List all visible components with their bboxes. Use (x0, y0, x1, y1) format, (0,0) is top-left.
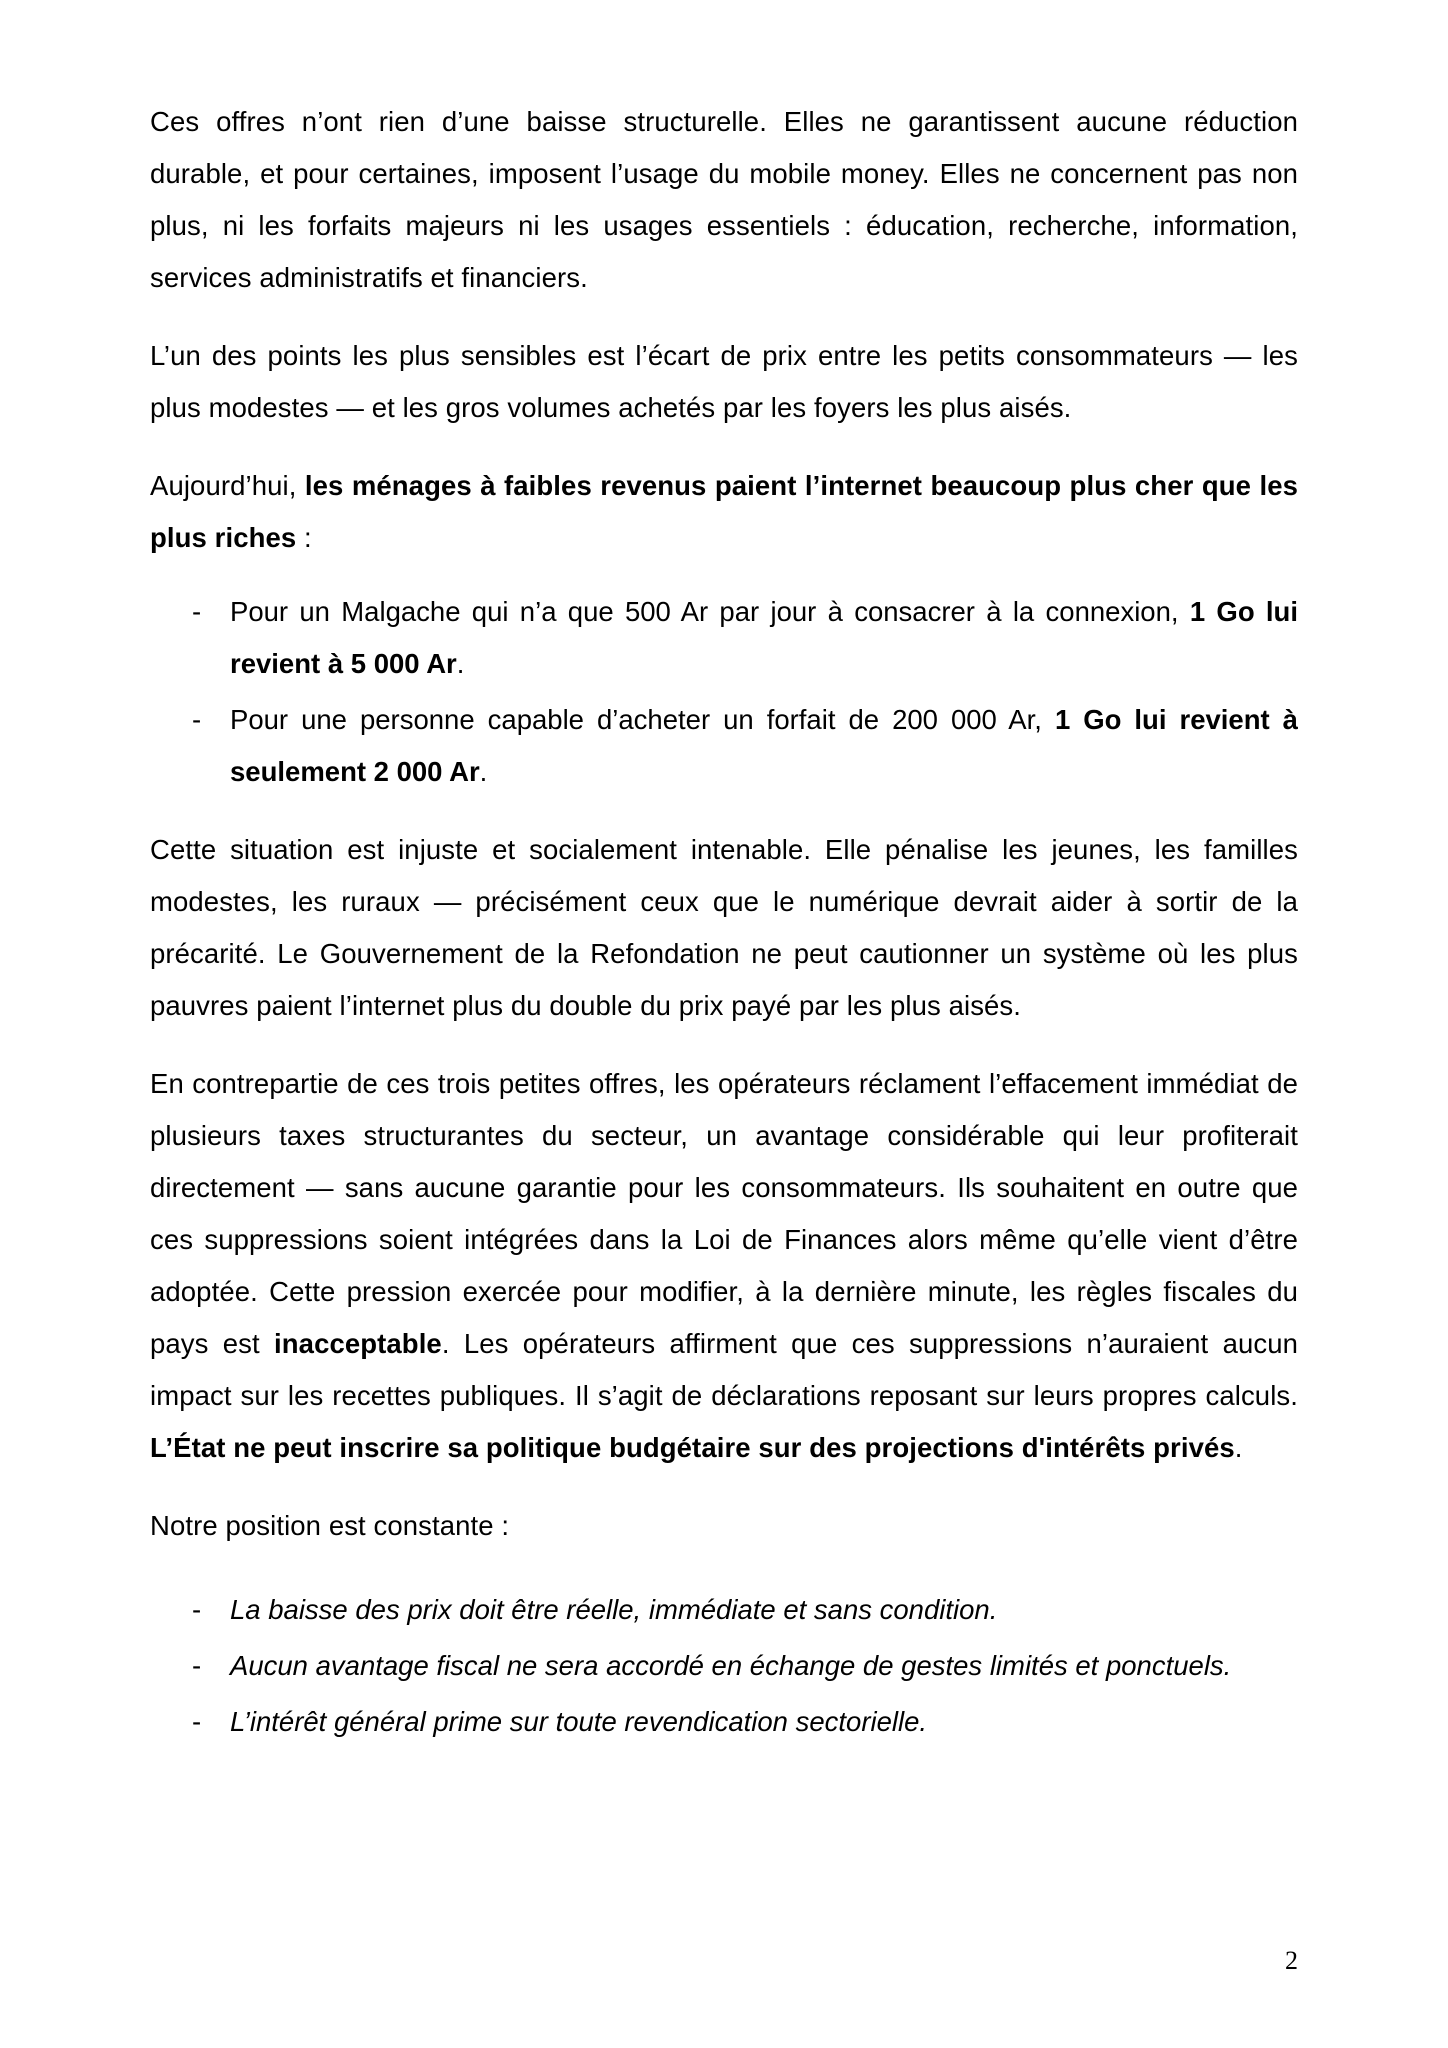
list-item-label: L’intérêt général prime sur toute revendication sectorielle. (230, 1706, 928, 1737)
dash-bullet-icon: - (192, 1594, 202, 1625)
list-item (150, 1696, 1298, 1748)
list-item-lead-text: Pour une personne capable d’acheter un forfait de 200 000 Ar, (230, 704, 1055, 735)
paragraph-offers-not-structural: Ces offres n’ont rien d’une baisse structurelle. Elles ne garantissent aucune réduction durable, et pour certaines, imposent l’usage du mobile money. Elles ne concernent pas non plus, ni les forfaits majeurs ni les usages essentiels : éducation, recherche, information, services administratifs et financiers. (150, 106, 1298, 293)
price-comparison-list (150, 586, 1298, 798)
list-item-label: La baisse des prix doit être réelle, immédiate et sans condition. (230, 1594, 998, 1625)
paragraph-unjust-situation: Cette situation est injuste et socialement intenable. Elle pénalise les jeunes, les familles modestes, les ruraux — précisément ceux que le numérique devrait aider à sortir de la précarité. Le Gouvernement de la Refondation ne peut cautionner un système où les plus pauvres paient l’internet plus du double du prix payé par les plus aisés. (150, 834, 1298, 1021)
dash-bullet-icon: - (192, 1706, 202, 1737)
paragraph-segment-one: En contrepartie de ces trois petites offres, les opérateurs réclament l’effacement immédiat de plusieurs taxes structurantes du secteur, un avantage considérable qui leur profiterait directement — sans aucune garantie pour les consommateurs. Ils souhaitent en outre que ces suppressions soient intégrées dans la Loi de Finances alors même qu’elle vient d’être adoptée. Cette pression exercée pour modifier, à la dernière minute, les règles fiscales du pays est (150, 1068, 1298, 1359)
paragraph-segment-three: . (1234, 1432, 1243, 1463)
paragraph-lead-text: Aujourd’hui, (150, 470, 305, 501)
list-item-label: Aucun avantage fiscal ne sera accordé en échange de gestes limités et ponctuels. (230, 1650, 1232, 1681)
list-item-bold-emphasis: 1 Go lui revient à 5 000 Ar (230, 596, 1298, 679)
dash-bullet-icon: - (192, 1650, 202, 1681)
paragraph-price-gap: L’un des points les plus sensibles est l’écart de prix entre les petits consommateurs — les plus modestes — et les gros volumes achetés par les foyers les plus aisés. (150, 340, 1298, 423)
paragraph-segment-two: . Les opérateurs affirment que ces suppressions n’auraient aucun impact sur les recettes publiques. Il s’agit de déclarations reposant sur leurs propres calculs. (150, 1328, 1298, 1411)
paragraph-bold-state-policy: L’État ne peut inscrire sa politique budgétaire sur des projections d'intérêts privés (150, 1432, 1235, 1463)
list-item-lead-text: Pour un Malgache qui n’a que 500 Ar par jour à consacrer à la connexion, (230, 596, 1190, 627)
paragraph-low-income-households (150, 460, 1298, 564)
dash-bullet-icon: - (192, 704, 202, 735)
list-item (150, 586, 1298, 690)
paragraph-bold-emphasis: les ménages à faibles revenus paient l’internet beaucoup plus cher que les plus riches (150, 470, 1298, 553)
page-number: 2 (1285, 1946, 1298, 1975)
list-item-bold-emphasis: 1 Go lui revient à seulement 2 000 Ar (230, 704, 1298, 787)
list-item (150, 694, 1298, 798)
list-item-content (230, 694, 1298, 798)
list-item-tail-text: . (479, 756, 488, 787)
position-principles-list (150, 1584, 1298, 1748)
list-item (150, 1584, 1298, 1636)
list-spacer (150, 1574, 1298, 1584)
paragraph-operators-demands (150, 1058, 1298, 1474)
paragraph-tail-text: : (296, 522, 312, 553)
list-item-tail-text: . (456, 648, 465, 679)
paragraph-bold-inacceptable: inacceptable (274, 1328, 442, 1359)
list-item (150, 1640, 1298, 1692)
document-body (150, 96, 1298, 1748)
dash-bullet-icon: - (192, 596, 202, 627)
list-item-content (230, 586, 1298, 690)
paragraph-our-position: Notre position est constante : (150, 1510, 510, 1541)
